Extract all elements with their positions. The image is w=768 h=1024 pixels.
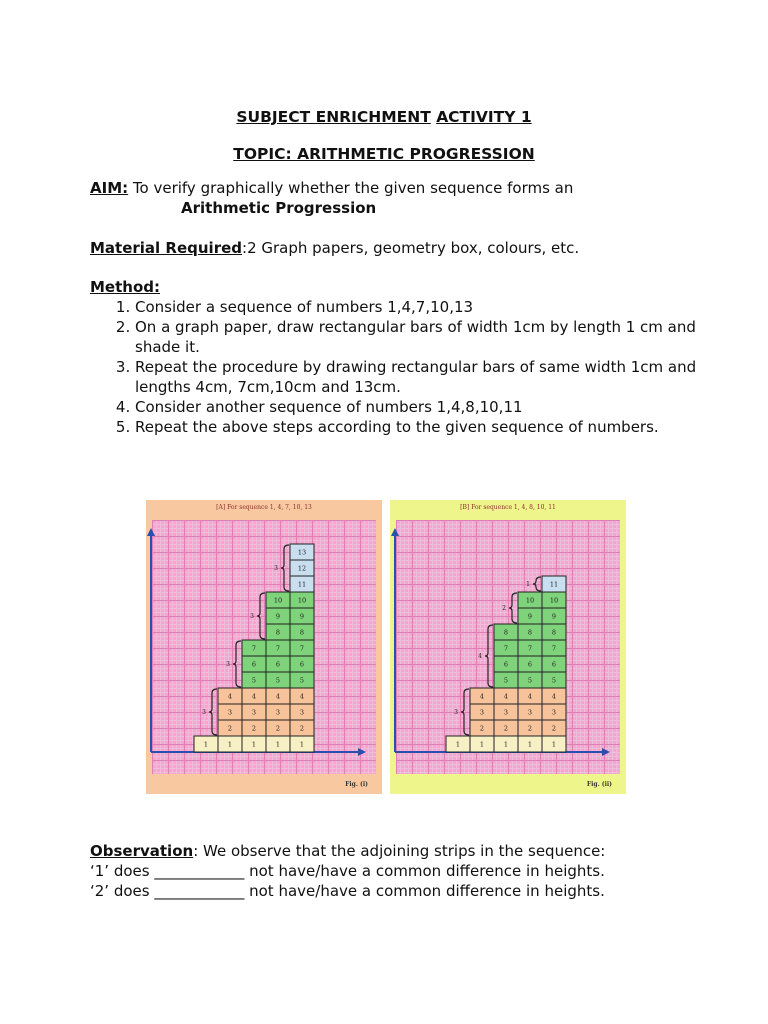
observation-intro: : We observe that the adjoining strips in the sequence:	[193, 842, 606, 860]
method-list	[90, 297, 725, 437]
method-step: 3. Repeat the procedure by drawing rectangular bars of same width 1cm and lengths 4cm, 7cm,10cm and 13cm.	[135, 357, 725, 397]
bar-5	[290, 544, 314, 752]
brace-label: 2	[502, 605, 506, 612]
bar-2	[218, 688, 242, 752]
brace-label: 3	[274, 565, 278, 572]
cell-number: 4	[479, 692, 485, 701]
cell-number: 11	[549, 580, 559, 589]
y-axis-arrow	[147, 528, 155, 536]
cell-number: 9	[551, 612, 557, 621]
brace-icon	[461, 689, 469, 735]
figure-caption: [A] For sequence 1, 4, 7, 10, 13	[216, 504, 312, 511]
method-step: 2. On a graph paper, draw rectangular bars of width 1cm by length 1 cm and shade it.	[135, 317, 725, 357]
cell-number: 13	[297, 548, 307, 557]
difference-brace	[202, 689, 217, 735]
cell-number: 1	[527, 740, 533, 749]
brace-label: 3	[226, 661, 230, 668]
title-subject: SUBJECT ENRICHMENT	[236, 108, 431, 126]
brace-icon	[533, 577, 541, 591]
brace-icon	[257, 593, 265, 639]
cell-number: 3	[527, 708, 533, 717]
bar-4	[518, 592, 542, 752]
bar-3	[242, 640, 266, 752]
observation-answer-1: ‘1’ does ____________ not have/have a common difference in heights.	[90, 862, 605, 880]
x-axis-arrow	[602, 748, 610, 756]
aim-text-continued: Arithmetic Progression	[181, 199, 377, 217]
cell-number: 2	[299, 724, 305, 733]
cell-number: 10	[549, 596, 559, 605]
figure-a	[146, 500, 382, 794]
cell-number: 6	[503, 660, 509, 669]
cell-number: 5	[275, 676, 281, 685]
difference-brace	[478, 625, 493, 687]
cell-number: 6	[551, 660, 557, 669]
cell-number: 7	[275, 644, 281, 653]
cell-number: 2	[527, 724, 533, 733]
difference-brace	[454, 689, 469, 735]
material-line	[90, 239, 579, 257]
observation-answer-2: ‘2’ does ____________ not have/have a common difference in heights.	[90, 882, 605, 900]
difference-brace	[526, 577, 541, 591]
cell-number: 3	[551, 708, 557, 717]
bar-1	[194, 736, 218, 752]
aim-label: AIM:	[90, 179, 129, 197]
cell-number: 4	[503, 692, 509, 701]
cell-number: 1	[203, 740, 209, 749]
observation-line	[90, 842, 605, 860]
cell-number: 9	[527, 612, 533, 621]
cell-number: 3	[299, 708, 305, 717]
bar-1	[446, 736, 470, 752]
document-title	[0, 108, 768, 126]
cell-number: 6	[299, 660, 305, 669]
cell-number: 4	[251, 692, 257, 701]
cell-number: 5	[527, 676, 533, 685]
cell-number: 7	[299, 644, 305, 653]
topic-text: TOPIC: ARITHMETIC PROGRESSION	[233, 145, 535, 163]
material-text: :2 Graph papers, geometry box, colours, etc.	[242, 239, 580, 257]
cell-number: 2	[503, 724, 509, 733]
brace-icon	[485, 625, 493, 687]
observation-label: Observation	[90, 842, 194, 860]
cell-number: 10	[525, 596, 535, 605]
cell-number: 9	[275, 612, 281, 621]
method-step: 4. Consider another sequence of numbers 1,4,8,10,11	[135, 397, 725, 417]
cell-number: 4	[275, 692, 281, 701]
cell-number: 7	[251, 644, 257, 653]
cell-number: 11	[297, 580, 307, 589]
figure-b	[390, 500, 626, 794]
cell-number: 10	[273, 596, 283, 605]
cell-number: 8	[527, 628, 533, 637]
figure-caption: [B] For sequence 1, 4, 8, 10, 11	[460, 504, 556, 511]
difference-brace	[274, 545, 289, 591]
cell-number: 3	[479, 708, 485, 717]
cell-number: 7	[503, 644, 509, 653]
bar-2	[470, 688, 494, 752]
cell-number: 1	[299, 740, 305, 749]
cell-number: 6	[251, 660, 257, 669]
cell-number: 1	[455, 740, 461, 749]
method-step: 1. Consider a sequence of numbers 1,4,7,10,13	[135, 297, 725, 317]
cell-number: 12	[297, 564, 307, 573]
bar-4	[266, 592, 290, 752]
cell-number: 4	[227, 692, 233, 701]
figure-label: Fig. (ii)	[586, 781, 612, 788]
cell-number: 2	[227, 724, 233, 733]
material-label: Material Required	[90, 239, 243, 257]
brace-label: 1	[526, 581, 530, 588]
cell-number: 7	[551, 644, 557, 653]
brace-icon	[209, 689, 217, 735]
method-label: Method:	[90, 278, 160, 296]
bar-chart-b	[390, 500, 626, 794]
cell-number: 3	[227, 708, 233, 717]
cell-number: 8	[551, 628, 557, 637]
cell-number: 2	[479, 724, 485, 733]
difference-brace	[502, 593, 517, 623]
cell-number: 5	[503, 676, 509, 685]
cell-number: 2	[251, 724, 257, 733]
cell-number: 5	[251, 676, 257, 685]
brace-label: 3	[454, 709, 458, 716]
cell-number: 5	[299, 676, 305, 685]
y-axis-arrow	[391, 528, 399, 536]
figure-label: Fig. (i)	[345, 781, 368, 788]
cell-number: 3	[503, 708, 509, 717]
cell-number: 8	[299, 628, 305, 637]
cell-number: 1	[227, 740, 233, 749]
method-step: 5. Repeat the above steps according to the given sequence of numbers.	[135, 417, 725, 437]
brace-icon	[281, 545, 289, 591]
title-activity: ACTIVITY 1	[436, 108, 532, 126]
cell-number: 1	[275, 740, 281, 749]
brace-label: 4	[478, 653, 482, 660]
bar-3	[494, 624, 518, 752]
cell-number: 5	[551, 676, 557, 685]
cell-number: 3	[275, 708, 281, 717]
x-axis-arrow	[358, 748, 366, 756]
brace-icon	[233, 641, 241, 687]
cell-number: 1	[479, 740, 485, 749]
brace-label: 3	[202, 709, 206, 716]
bar-chart-a	[146, 500, 382, 794]
cell-number: 1	[503, 740, 509, 749]
difference-brace	[226, 641, 241, 687]
cell-number: 1	[551, 740, 557, 749]
aim-line	[90, 179, 573, 197]
topic-heading	[0, 145, 768, 163]
difference-brace	[250, 593, 265, 639]
cell-number: 4	[551, 692, 557, 701]
cell-number: 1	[251, 740, 257, 749]
cell-number: 3	[251, 708, 257, 717]
cell-number: 7	[527, 644, 533, 653]
cell-number: 6	[275, 660, 281, 669]
bar-5	[542, 576, 566, 752]
cell-number: 6	[527, 660, 533, 669]
cell-number: 4	[527, 692, 533, 701]
cell-number: 10	[297, 596, 307, 605]
cell-number: 2	[275, 724, 281, 733]
cell-number: 2	[551, 724, 557, 733]
cell-number: 4	[299, 692, 305, 701]
cell-number: 8	[275, 628, 281, 637]
brace-icon	[509, 593, 517, 623]
aim-text: To verify graphically whether the given sequence forms an	[132, 179, 574, 197]
brace-label: 3	[250, 613, 254, 620]
cell-number: 9	[299, 612, 305, 621]
cell-number: 8	[503, 628, 509, 637]
